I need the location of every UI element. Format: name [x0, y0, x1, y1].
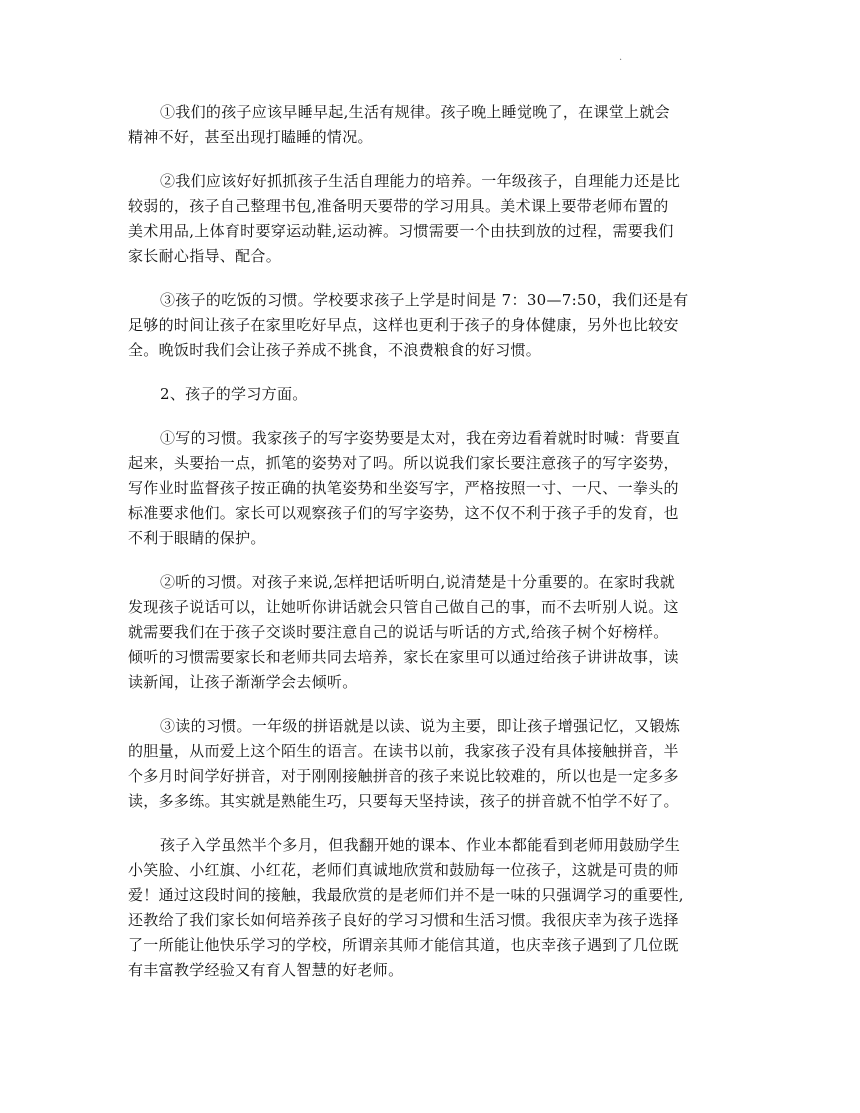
paragraph-line: 还教给了我们家长如何培养孩子良好的学习习惯和生活习惯。我很庆幸为孩子选择 — [128, 911, 679, 929]
paragraph-line: 不利于眼睛的保护。 — [128, 529, 266, 547]
paragraph-line: 全。晚饭时我们会让孩子养成不挑食，不浪费粮食的好习惯。 — [128, 341, 542, 359]
paragraph-line: 读，多多练。其实就是熟能生巧，只要每天坚持读，孩子的拼音就不怕学不好了。 — [128, 792, 679, 810]
paragraph-line: 精神不好，甚至出现打瞌睡的情况。 — [128, 128, 373, 146]
paragraph-line: 读新闻，让孩子渐渐学会去倾听。 — [128, 673, 358, 691]
paragraph-line: 爱！通过这段时间的接触，我最欣赏的是老师们并不是一味的只强调学习的重要性, — [128, 886, 684, 904]
paragraph-line: 标准要求他们。家长可以观察孩子们的写字姿势，这不仅不利于孩子手的发育，也 — [128, 504, 679, 522]
paragraph-line: ①我们的孩子应该早睡早起,生活有规律。孩子晚上睡觉晚了，在课堂上就会 — [160, 103, 670, 121]
paragraph-line: 个多月时间学好拼音，对于刚刚接触拼音的孩子来说比较难的，所以也是一定多多 — [128, 767, 679, 785]
paragraph-line: 发现孩子说话可以，让她听你讲话就会只管自己做自己的事，而不去听别人说。这 — [128, 598, 679, 616]
paragraph-line: 写作业时监督孩子按正确的执笔姿势和坐姿写字，严格按照一寸、一尺、一拳头的 — [128, 479, 679, 497]
paragraph-line: 小笑脸、小红旗、小红花，老师们真诚地欣赏和鼓励每一位孩子，这就是可贵的师 — [128, 861, 679, 879]
paragraph-line: 孩子入学虽然半个多月，但我翻开她的课本、作业本都能看到老师用鼓励学生 — [160, 836, 681, 854]
paragraph-line: 美术用品,上体育时要穿运动鞋,运动裤。习惯需要一个由扶到放的过程，需要我们 — [128, 222, 674, 240]
paragraph-line: ③孩子的吃饭的习惯。学校要求孩子上学是时间是 7：30—7:50，我们还是有 — [160, 291, 689, 309]
paragraph-line: ②听的习惯。对孩子来说,怎样把话听明白,说清楚是十分重要的。在家时我就 — [160, 573, 676, 591]
paragraph-line: 起来，头要抬一点，抓笔的姿势对了吗。所以说我们家长要注意孩子的写字姿势， — [128, 454, 679, 472]
document-body — [128, 100, 738, 1002]
paragraph-listening-habit — [128, 570, 738, 695]
paragraph-line: ②我们应该好好抓抓孩子生活自理能力的培养。一年级孩子，自理能力还是比 — [160, 172, 681, 190]
paragraph-reading-habit — [128, 714, 738, 814]
paragraph-line: ①写的习惯。我家孩子的写字姿势要是太对，我在旁边看着就时时喊：背要直 — [160, 429, 681, 447]
section-heading-study — [128, 382, 738, 407]
paragraph-conclusion — [128, 833, 738, 983]
paragraph-eating-habit — [128, 288, 738, 363]
paragraph-line: 有丰富教学经验又有育人智慧的好老师。 — [128, 961, 404, 979]
paragraph-line: 较弱的，孩子自己整理书包,准备明天要带的学习用具。美术课上要带老师布置的 — [128, 197, 669, 215]
paragraph-line: 足够的时间让孩子在家里吃好早点，这样也更利于孩子的身体健康，另外也比较安 — [128, 316, 679, 334]
paragraph-line: 倾听的习惯需要家长和老师共同去培养，家长在家里可以通过给孩子讲讲故事，读 — [128, 648, 679, 666]
paragraph-line: 的胆量，从而爱上这个陌生的语言。在读书以前，我家孩子没有具体接触拼音，半 — [128, 742, 679, 760]
paragraph-writing-habit — [128, 426, 738, 551]
paragraph-sleep-habit — [128, 100, 738, 150]
corner-mark: . — [619, 52, 623, 63]
paragraph-self-care — [128, 169, 738, 269]
paragraph-line: 家长耐心指导、配合。 — [128, 247, 282, 265]
paragraph-line: 就需要我们在于孩子交谈时要注意自己的说话与听话的方式,给孩子树个好榜样。 — [128, 623, 669, 641]
paragraph-line: 了一所能让他快乐学习的学校，所谓亲其师才能信其道，也庆幸孩子遇到了几位既 — [128, 936, 679, 954]
paragraph-line: ③读的习惯。一年级的拼语就是以读、说为主要，即让孩子增强记忆，又锻炼 — [160, 717, 681, 735]
paragraph-line: 2、孩子的学习方面。 — [160, 385, 308, 403]
